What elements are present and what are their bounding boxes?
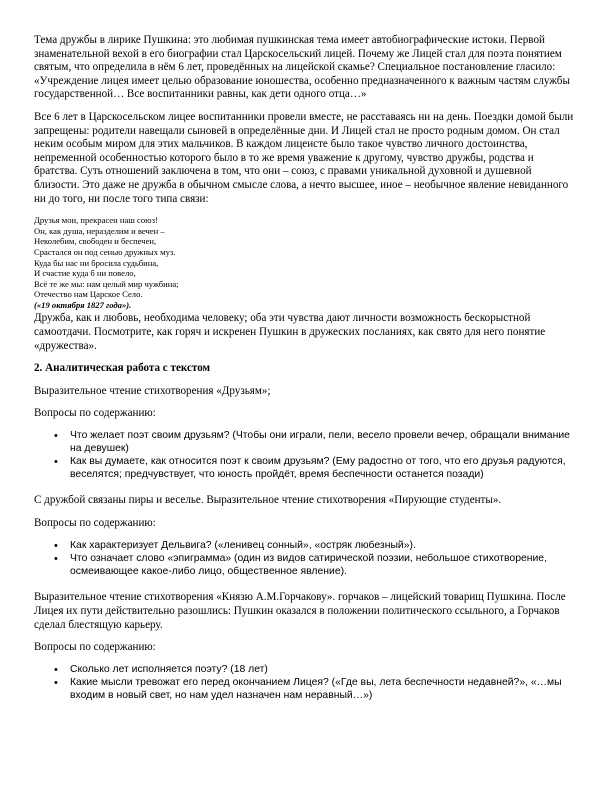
list-item: • Что означает слово «эпиграмма» (один из видов сатирической поэзии, небольшое стихотворение, осмеивающее какое-либо лицо, общественное явление).	[70, 553, 574, 578]
list-item: • Сколько лет исполняется поэту? (18 лет)	[70, 664, 574, 677]
reading-instruction-2: С дружбой связаны пиры и веселье. Выразительное чтение стихотворения «Пирующие студенты».	[34, 494, 502, 507]
document-content	[34, 34, 574, 716]
section-heading: 2. Аналитическая работа с текстом	[34, 362, 211, 375]
questions-label-2: Вопросы по содержанию:	[34, 517, 156, 529]
questions-list-3	[34, 664, 574, 703]
poem-line: Отечество нам Царское Село.	[34, 289, 143, 300]
after-poem-paragraph: Дружба, как и любовь, необходима человеку; оба эти чувства дают личности возможность бескорыстной самоотдачи. Посмотрите, как горяч и искренен Пушкин в дружеских посланиях, как свято для него понятие «дружества».	[34, 312, 546, 352]
poem-line: Срастался он под сенью дружных муз.	[34, 246, 176, 257]
questions-label-3: Вопросы по содержанию:	[34, 641, 156, 654]
list-item: • Как вы думаете, как относится поэт к своим друзьям? (Ему радостно от того, что его друзья радуются, веселятся; предчувствует, что юность пройдёт, время беспечности останется позади)	[70, 456, 574, 481]
intro-paragraph-1: Тема дружбы в лирике Пушкина: это любимая пушкинская тема имеет автобиографические истоки. Первой знаменательной вехой в его биографии стал Царскосельский лицей. Почему же Лицей стал для поэта понятием святым, что определила в нём 6 лет, проведённых на лицейской скамье? Специальное постановление гласило: «Учреждение лицея имеет целью образование юношества, особенно предназначенного к важным частям службы государственной… Все воспитанники равны, как дети одного отца…»	[34, 34, 570, 101]
poem-line: И счастие куда б ни повело,	[34, 268, 136, 279]
intro-paragraph-2: Все 6 лет в Царскосельском лицее воспитанники провели вместе, не расставаясь ни на день. Поездки домой были запрещены: родители навещали сыновей в определённые дни. И Лицей стал не просто родным домом. Он стал неким особым миром для этих мальчиков. В каждом лицеисте было такое чувство личного достоинства, непременной особенностью которого было в то же время уважение к другому, чувство дружбы, родства и братства. Суть отношений заключена в том, что они – союз, с правами уникальной духовной и душевной близости. Это даже не дружба в обычном смысле слова, а нечто высшее, иное – необычное явление невиданного ни до того, ни после того типа связи:	[34, 110, 574, 205]
questions-list-1	[34, 430, 574, 481]
poem-line: Друзья мои, прекрасен наш союз!	[34, 215, 158, 226]
poem-line: Всё те же мы: нам целый мир чужбина;	[34, 278, 179, 289]
poem-line: Куда бы нас ни бросила судьбина,	[34, 257, 159, 268]
poem-date: («19 октября 1827 года»).	[34, 299, 132, 310]
reading-instruction-1: Выразительное чтение стихотворения «Друзьям»;	[34, 384, 271, 397]
list-item: • Как характеризует Дельвига? («ленивец сонный», «остряк любезный»).	[70, 540, 574, 553]
poem-line: Неколебим, свободен и беспечен,	[34, 236, 157, 247]
questions-label-1: Вопросы по содержанию:	[34, 407, 156, 420]
poem-line: Он, как душа, неразделим и вечен –	[34, 225, 165, 236]
questions-list-2	[34, 540, 574, 579]
reading-instruction-3: Выразительное чтение стихотворения «Князю А.М.Горчакову». горчаков – лицейский товарищ Пушкина. После Лицея их пути действительно разошлись: Пушкин оказался в положении политического ссыльного, а Горчаков сделал блестящую карьеру.	[34, 591, 566, 631]
poem-excerpt	[34, 215, 574, 310]
list-item: • Какие мысли тревожат его перед окончанием Лицея? («Где вы, лета беспечности недавней?», «…мы входим в новый свет, но нам удел назначен нам неравный…»)	[70, 677, 574, 702]
list-item: • Что желает поэт своим друзьям? (Чтобы они играли, пели, весело провели вечер, обращали внимание на девушек)	[70, 430, 574, 455]
